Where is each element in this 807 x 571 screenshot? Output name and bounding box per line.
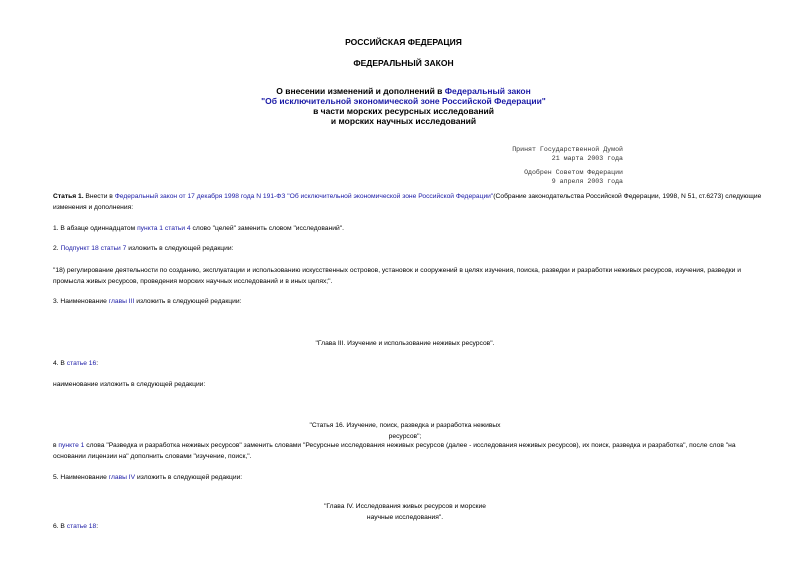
adoption-block <box>512 145 623 163</box>
text: в <box>53 442 59 449</box>
text: (Собрание законодательства Российской Федерации, 1998, N 51, ст.6273) следующие изменения и дополнения: <box>53 193 762 211</box>
title-link-law[interactable]: Федеральный закон <box>444 86 531 96</box>
text: 4. В <box>53 360 67 367</box>
link-statya-4[interactable]: статьи 4 <box>164 225 191 232</box>
link-punkt-1-art16[interactable]: пункте 1 <box>58 442 85 449</box>
adopted-date: 21 марта 2003 года <box>551 155 623 162</box>
item-4-punkt-1 <box>53 440 769 462</box>
adopted-text: Принят Государственной Думой <box>512 146 623 153</box>
text: 5. Наименование <box>53 474 109 481</box>
link-glava-4[interactable]: главы IV <box>108 474 136 481</box>
text: : <box>96 360 99 367</box>
title-line-4: и морских научных исследований <box>330 116 477 126</box>
article-16-title <box>200 420 610 442</box>
item-4 <box>53 358 769 369</box>
item-4-name: наименование изложить в следующей редакции: <box>53 381 206 388</box>
text: Внести в <box>83 193 115 200</box>
link-podpunkt-18[interactable]: Подпункт 18 статьи 7 <box>60 245 127 252</box>
item-6 <box>53 521 769 532</box>
title-line-1 <box>0 86 807 96</box>
item-5 <box>53 472 769 483</box>
text: : <box>96 523 99 530</box>
law-title <box>0 86 807 126</box>
title-line-3: в части морских ресурсных исследований <box>313 106 494 116</box>
text: 1. В абзаце одиннадцатом <box>53 225 138 232</box>
law-type-heading: ФЕДЕРАЛЬНЫЙ ЗАКОН <box>353 58 454 68</box>
link-punkt-1[interactable]: пункта 1 <box>137 225 164 232</box>
article-1-label: Статья 1. <box>53 193 84 200</box>
text: слово "целей" заменить словом "исследований". <box>190 225 344 232</box>
link-glava-3[interactable]: главы III <box>108 298 135 305</box>
title-link-name[interactable]: "Об исключительной экономической зоне Российской Федерации" <box>261 96 546 106</box>
chapter-4-line-1: "Глава IV. Исследования живых ресурсов и морские <box>324 503 486 510</box>
chapter-3-title: "Глава III. Изучение и использование неживых ресурсов". <box>315 340 495 347</box>
article-16-line-1: "Статья 16. Изучение, поиск, разведка и разработка неживых <box>309 422 501 429</box>
approval-block <box>524 168 623 186</box>
link-statya-16[interactable]: статье 16 <box>66 360 97 367</box>
text: 6. В <box>53 523 67 530</box>
item-18-text: "18) регулирование деятельности по созданию, эксплуатации и использованию искусственных островов, установок и сооружений в целях изучения, поиска, разведки и разработки неживых ресурсов, изучения, разведки и промысла живых ресурсов, проведения морских научных исследований и в иных целях;". <box>53 267 742 285</box>
text: слова "Разведка и разработка неживых ресурсов" заменить словами "Ресурсные исследования неживых ресурсов (далее - исследования неживых ресурсов), их поиск, разведка и разработка", после слов "на основании лицензии на" дополнить словами "изучение, поиск,". <box>53 442 736 460</box>
link-law-name[interactable]: "Об исключительной экономической зоне Российской Федерации" <box>287 193 494 200</box>
link-statya-18[interactable]: статье 18 <box>66 523 97 530</box>
text: изложить в следующей редакции: <box>134 298 242 305</box>
approved-date: 9 апреля 2003 года <box>551 178 623 185</box>
chapter-4-title <box>220 501 590 523</box>
item-3 <box>53 296 769 307</box>
text: изложить в следующей редакции: <box>126 245 234 252</box>
chapter-4-line-2: научные исследования". <box>366 514 444 521</box>
text: 2. <box>53 245 61 252</box>
article-1 <box>53 191 769 213</box>
item-1 <box>53 223 769 234</box>
text: 3. Наименование <box>53 298 109 305</box>
article-16-line-2: ресурсов"; <box>388 433 422 440</box>
item-2 <box>53 243 769 254</box>
approved-text: Одобрен Советом Федерации <box>524 169 623 176</box>
text: изложить в следующей редакции: <box>135 474 243 481</box>
link-law-date[interactable]: Федеральный закон от 17 декабря 1998 года N 191-ФЗ <box>114 193 286 200</box>
title-prefix: О внесении изменений и дополнений в <box>276 86 445 96</box>
country-heading: РОССИЙСКАЯ ФЕДЕРАЦИЯ <box>345 37 462 47</box>
